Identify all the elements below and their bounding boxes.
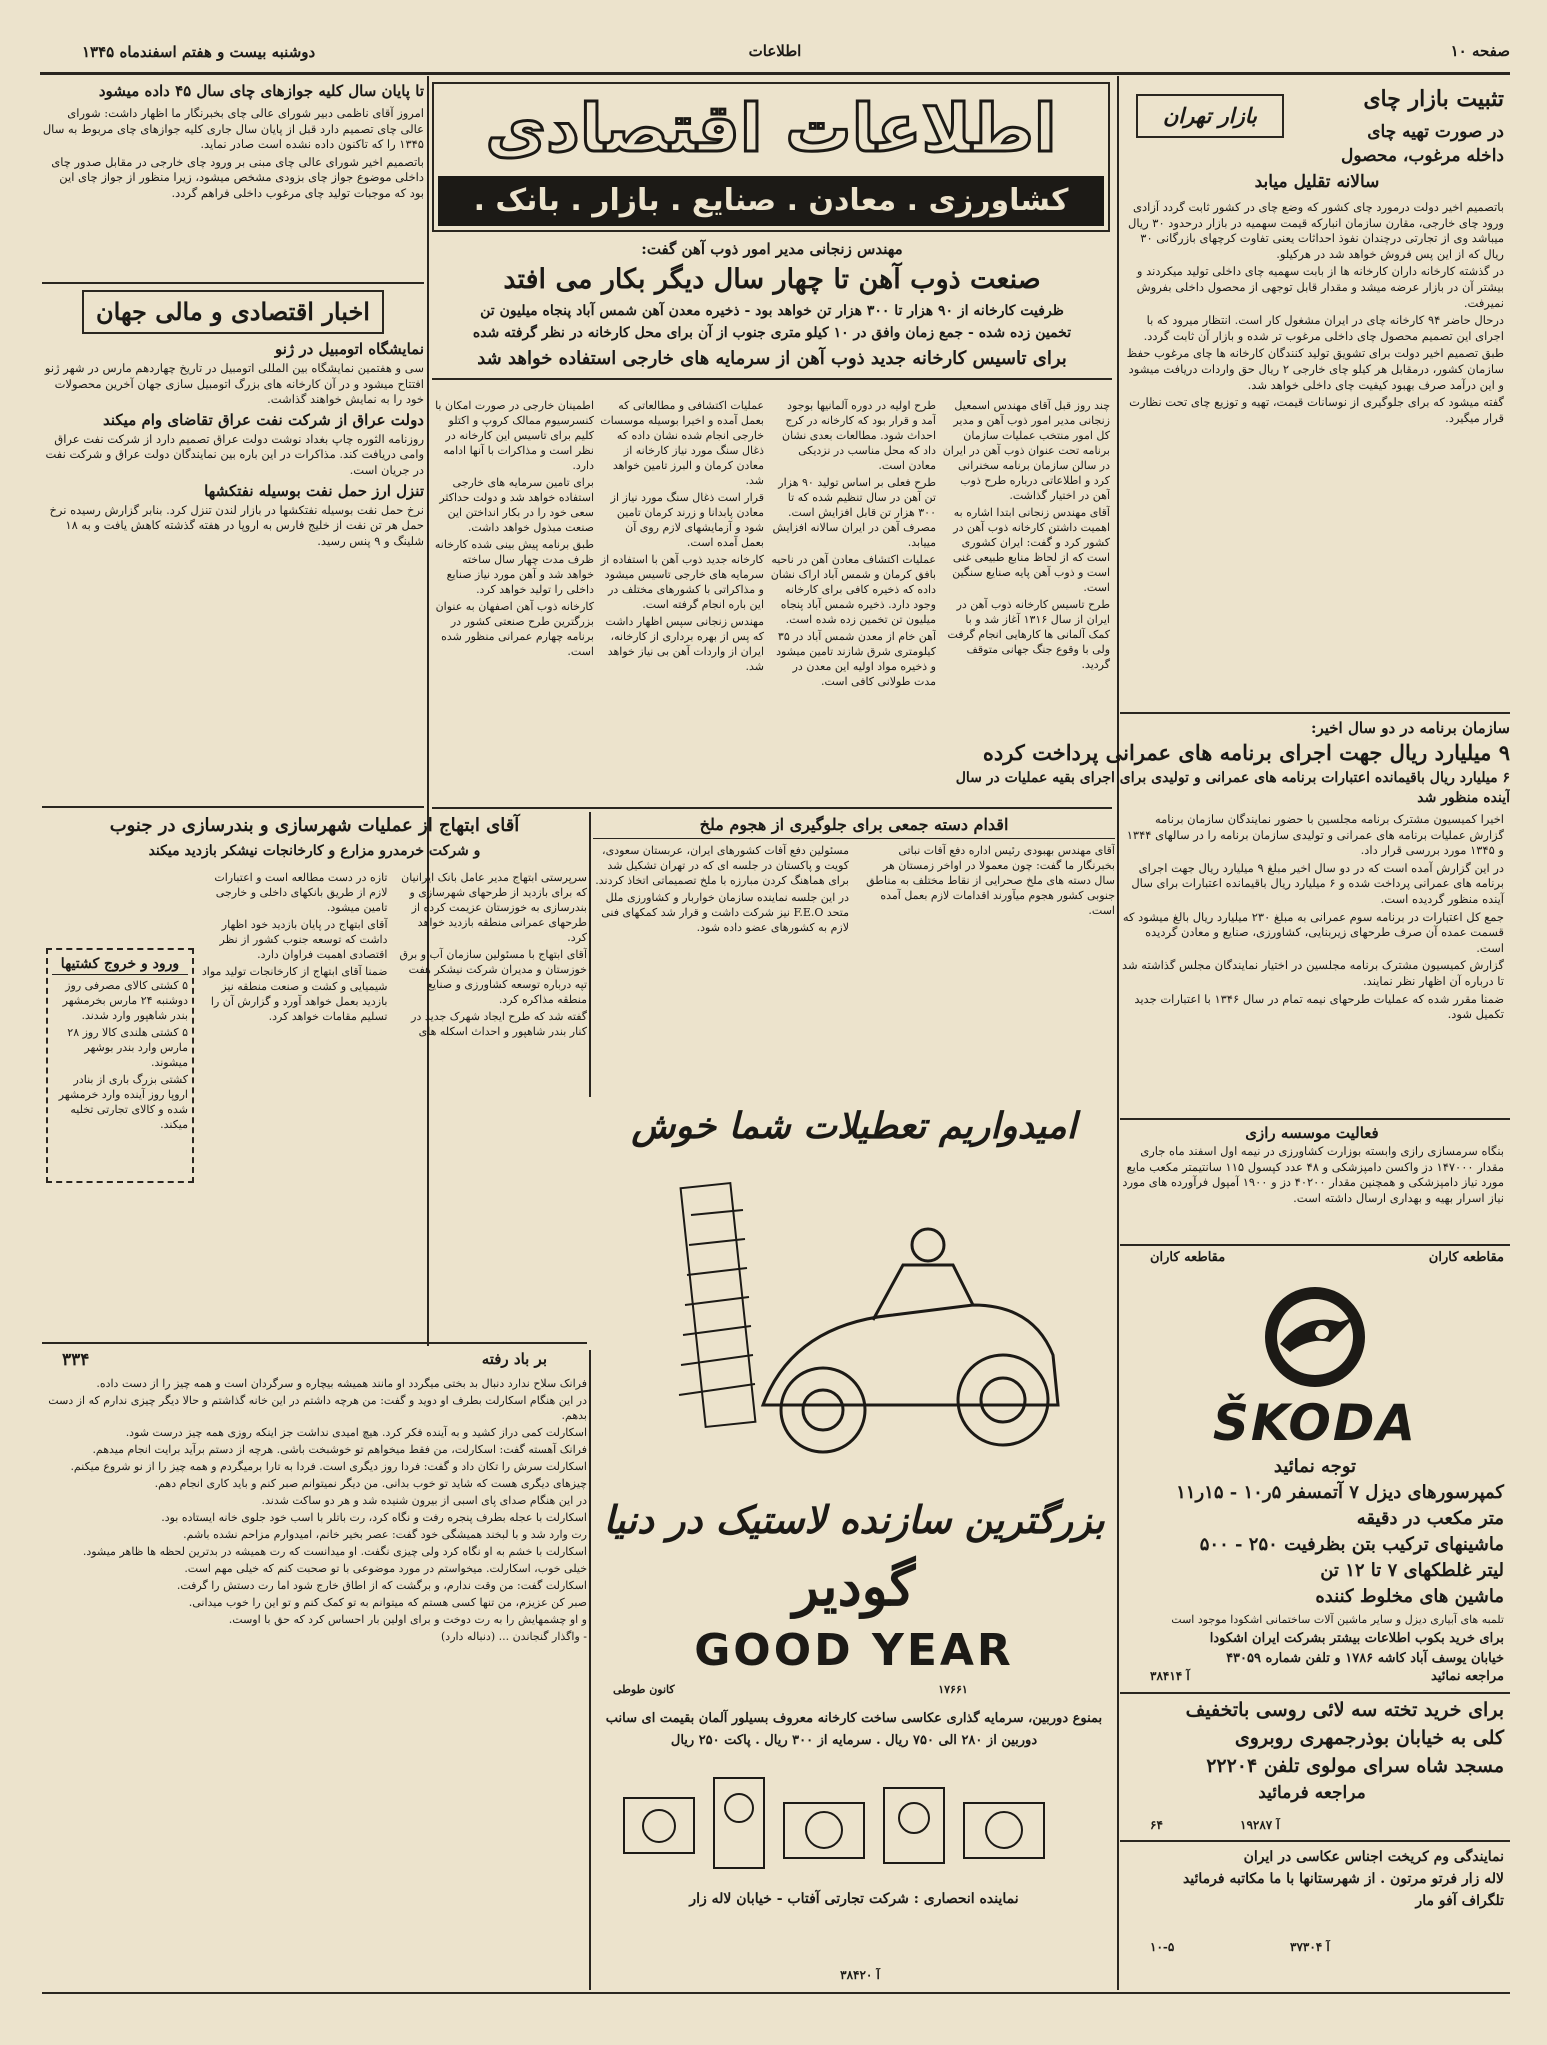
- razi-foundation: [1120, 1122, 1510, 1242]
- steel-col-4: [432, 398, 594, 803]
- shipping-title: ورود و خروج کشتیها: [52, 954, 188, 975]
- col-rule: [42, 806, 424, 808]
- tea-market-headline: تثبیت بازار چای: [1363, 86, 1504, 112]
- col-rule: [1120, 1118, 1510, 1120]
- serial-paragraph: اسکارلت با عجله بطرف پنجره رفت و نگاه کرد، رت باتلر با اسب خود جلوی خانه ایستاده بود.: [161, 1511, 587, 1524]
- south-cities-paragraph: آقای ابتهاج در پایان بازدید خود اظهار داشت که توسعه جنوب کشور از نظر اقتصادی اهمیت فراوان دارد.: [219, 918, 388, 961]
- col-rule: [1120, 712, 1510, 714]
- skoda-line: لیتر غلطکهای ۷ تا ۱۲ تن: [1320, 1560, 1504, 1581]
- skoda-line: ماشینهای ترکیب بتن بظرفیت ۲۵۰ - ۵۰۰: [1199, 1534, 1504, 1555]
- plan-org-kicker: سازمان برنامه در دو سال اخیر:: [1310, 719, 1510, 737]
- skoda-address: خیابان یوسف آباد کاشه ۱۷۸۶ و تلفن شماره ۴۳۰۵۹: [1226, 1651, 1504, 1666]
- col-rule: [1120, 1692, 1510, 1694]
- serial-header: [42, 1350, 587, 1376]
- col-rule: [42, 282, 424, 284]
- agent-code-2: ۱۰-۵: [1150, 1940, 1175, 1954]
- serial-title: بر باد رفته: [481, 1350, 547, 1368]
- plywood-code-2: ۶۴: [1150, 1818, 1163, 1832]
- plan-org-story: [942, 718, 1510, 808]
- shipping-item: ۵ کشتی هلندی کالا روز ۲۸ مارس وارد بندر بوشهر میشوند.: [67, 1026, 188, 1069]
- steel-col-3: [600, 398, 764, 803]
- razi-title: فعالیت موسسه رازی: [1245, 1124, 1379, 1142]
- tea-market-body: [1126, 200, 1504, 700]
- plan-org-paragraph: اخیرا کمیسیون مشترک برنامه مجلسین با حضور نمایندگان سازمان برنامه گزارش عملیات برنامه های عمرانی و تولیدی سازمان برنامه را در سالهای ۱۳۴۴ و ۱۳۴۵ مورد بررسی قرار داد.: [1126, 812, 1504, 858]
- serial-paragraph: اسکارلت سرش را تکان داد و گفت: فردا روز دیگری است. فردا به تارا برمیگردم و همه چیز را از نو شروع میکنم.: [70, 1460, 587, 1473]
- serial-paragraph: اسکارلت گفت: من وقت ندارم، و برگشت که از اطاق خارج شود اما رت دستش را گرفت.: [176, 1579, 587, 1592]
- steel-paragraph: برای تامین سرمایه های خارجی استفاده خواهد شد و دولت حداکثر سعی خود را در بکار انداختن این صنعت مبذول خواهد داشت.: [439, 476, 594, 534]
- locust-story: [593, 812, 1115, 1097]
- plan-org-paragraph: گزارش کمیسیون مشترک برنامه مجلسین در اختیار نمایندگان مجلس گذاشته شد تا درباره آن اظهار نظر نمایند.: [1121, 958, 1504, 988]
- tea-market-subhead-3: سالانه تقلیل میابد: [1254, 172, 1380, 192]
- serial-paragraph: اسکارلت با خشم به او نگاه کرد ولی چیزی نگفت. او میدانست که رت همیشه در بدترین لحظه ها ظاهر میشود.: [82, 1545, 587, 1558]
- col-rule: [1120, 1840, 1510, 1842]
- steel-paragraph: طرح تاسیس کارخانه ذوب آهن در ایران از سال ۱۳۱۶ آغاز شد و با کمک آلمانی ها کارهایی انجام گرفت ولی با وقوع جنگ جهانی متوقف گردید.: [947, 598, 1110, 671]
- steel-paragraph: عملیات اکتشاف معادن آهن در ناحیه بافق کرمان و شمس آباد اراک نشان داده که ذخیره کافی برای کارخانه وجود دارد. ذخیره شمس آباد پنجاه میلیون تن تخمین زده شده است.: [770, 553, 936, 626]
- locust-paragraph: در این جلسه نماینده سازمان خواربار و کشاورزی ملل متحد F.E.O نیز شرکت داشت و قرار شد کمکهای فنی لازم به کشورهای عضو داده شود.: [601, 891, 849, 934]
- plan-org-headline: ۹ میلیارد ریال جهت اجرای برنامه های عمرانی پرداخت کرده: [982, 740, 1510, 765]
- south-cities-paragraph: گفته شد که طرح ایجاد شهرک جدید در کنار بندر شاهپور و احداث اسکله های تازه در دست مطالعه است و اعتبارات لازم از طریق بانکهای داخلی و خارجی تامین میشود.: [214, 871, 587, 1038]
- skoda-footer: [1120, 1669, 1510, 1689]
- steel-paragraph: طبق برنامه پیش بینی شده کارخانه ظرف مدت چهار سال ساخته خواهد شد و آهن مورد نیاز صنایع داخلی را تولید خواهد کرد.: [434, 538, 594, 596]
- serial-paragraph: صبر کن عزیزم، من تنها کسی هستم که میتوانم به تو کمک کنم و تو این را خوب میدانی.: [188, 1596, 587, 1609]
- banner-subtitle: کشاورزی . معادن . صنایع . بازار . بانک .: [438, 176, 1104, 226]
- camera-ad-line-1: بمنوع دوربین، سرمایه گذاری عکاسی ساخت کارخانه معروف بسیلور آلمان بقیمت ای سانب: [605, 1711, 1103, 1726]
- serial-paragraph: خیلی خوب، اسکارلت. میخواستم در مورد موضوعی با تو صحبت کنم که خیلی مهم است.: [184, 1562, 587, 1575]
- skoda-logo: ŠKODA: [1212, 1394, 1418, 1452]
- paper-name: اطلاعات: [748, 42, 802, 60]
- locust-headline: اقدام دسته جمعی برای جلوگیری از هجوم ملخ: [593, 812, 1115, 839]
- world-news-heading: تنزل ارز حمل نفت بوسیله نفتکشها: [204, 481, 424, 500]
- goodyear-ad: [593, 1155, 1115, 1705]
- agent-code: آ ۳۷۳۰۴: [1290, 1940, 1330, 1954]
- steel-paragraph: قرار است ذغال سنگ مورد نیاز از معادن پابدانا و زرند کرمان تامین شود و آزمایشهای لازم روی آن بعمل آمده است.: [610, 491, 764, 549]
- south-cities-paragraph: سرپرستی ابتهاج مدیر عامل بانک ایرانیان که برای بازدید از طرحهای شهرسازی و بندرسازی به خوزستان عزیمت کرده از طرحهای عمرانی منطقه بازدید خواهد کرد.: [401, 871, 587, 944]
- banner-title: اطلاعات اقتصادی: [485, 90, 1057, 167]
- serial-story: [42, 1350, 587, 1990]
- serial-paragraph: و او چشمهایش را به رت دوخت و برای اولین بار احساس کرد که حق با اوست.: [228, 1613, 587, 1626]
- goodyear-logo: GOOD YEAR: [694, 1625, 1014, 1676]
- tehran-market-label: بازار تهران: [1136, 94, 1284, 138]
- plywood-line: کلی به خیابان بوذرجمهری روبروی: [1234, 1727, 1504, 1749]
- col-rule: [1120, 1244, 1510, 1246]
- skoda-line: کمپرسورهای دیزل ۷ آتمسفر ۵ر۱۰ - ۱۵ر۱۱: [1176, 1482, 1504, 1503]
- goodyear-code: ۱۷۶۶۱: [938, 1683, 968, 1696]
- south-cities-body: [200, 870, 587, 1340]
- plywood-line: مسجد شاه سرای مولوی تلفن ۲۲۲۰۴: [1206, 1755, 1504, 1777]
- steel-paragraph: مهندس زنجانی سپس اظهار داشت که پس از بهره برداری از کارخانه، ایران از واردات آهن بی نیاز خواهد شد.: [605, 615, 764, 673]
- tea-brief-headline: تا پایان سال کلیه جوازهای چای سال ۴۵ داده میشود: [98, 82, 424, 100]
- tea-brief-paragraph: باتصمیم اخیر شورای عالی چای مبنی بر ورود چای خارجی در مقابل صدور چای داخلی موضوع جواز چای بزودی مشخص میشود، زیرا منظور از جواز چای این بود که موجبات تولید چای مرغوب داخلی فراهم گردد.: [51, 154, 424, 200]
- steel-paragraph: آهن خام از معدن شمس آباد در ۳۵ کیلومتری شرق شازند تامین میشود و ذخیره مواد اولیه این معدن در مدت طولانی کافی است.: [776, 630, 936, 688]
- tea-brief-paragraph: امروز آقای ناظمی دبیر شورای عالی چای بخبرنگار ما اظهار داشت: شورای عالی چای تصمیم دارد قبل از پایان سال جاری کلیه جوازهای چای مربوط به سال ۱۳۴۵ را که تاکنون داده نشده است صادر نماید.: [42, 106, 424, 152]
- plywood-line: مراجعه فرمائید: [1258, 1783, 1366, 1803]
- serial-number: ۳۳۴: [62, 1350, 90, 1370]
- shipping-item: ۵ کشتی کالای مصرفی روز دوشنبه ۲۴ مارس بخرمشهر بندر شاهپور وارد شدند.: [62, 979, 188, 1022]
- plan-org-deck: ۶ میلیارد ریال باقیمانده اعتبارات برنامه های عمرانی و تولیدی برای اجرای بقیه عملیات در سال آینده منظور شد: [955, 770, 1510, 806]
- col-rule: [589, 1350, 591, 1990]
- page-date: دوشنبه بیست و هفتم اسفندماه ۱۳۴۵: [82, 43, 316, 61]
- skoda-ad: [1120, 1250, 1510, 1690]
- south-cities-paragraph: آقای ابتهاج با مسئولین سازمان آب و برق خوزستان و مدیران شرکت نیشکر هفت تپه درباره توسعه کشاورزی و صنایع منطقه مذاکره کرد.: [399, 948, 587, 1006]
- steel-headline: صنعت ذوب آهن تا چهار سال دیگر بکار می افتد: [503, 264, 1041, 295]
- plan-org-paragraph: جمع کل اعتبارات در برنامه سوم عمرانی به مبلغ ۲۳۰ میلیارد ریال بالغ میشود که قسمت عمده آن صرف طرحهای زیربنایی، کشاورزی، صنایع و معادن گردیده است.: [1122, 909, 1504, 955]
- skoda-label-right: مقاطعه کاران: [1428, 1250, 1504, 1265]
- world-news-text: روزنامه الثوره چاپ بغداد نوشت دولت عراق تصمیم دارد از شرکت نفت عراق وامی دریافت کند. مذاکرات در این باره بین نمایندگان دولت عراق و شرکت نفت در جریان است.: [45, 431, 424, 477]
- col-rule: [42, 1342, 587, 1344]
- world-news-text: نرخ حمل نفت بوسیله نفتکشها در بازار لندن تنزل کرد. بنابر گزارش رسیده نرخ حمل هر تن نفت از خلیج فارس به اروپا در هفته گذشته کاهش یافت و به ۱۸ شلینگ و ۹ پنس رسید.: [49, 502, 424, 548]
- plan-org-paragraph: در این گزارش آمده است که در دو سال اخیر مبلغ ۹ میلیارد ریال جهت اجرای برنامه های عمرانی پرداخت شده و ۶ میلیارد ریال باقیمانده اعتبارات برای سال آینده منظور گردیده است.: [1131, 860, 1504, 906]
- serial-paragraph: چیزهای دیگری هست که شاید تو خوب بدانی. من دیگر نمیتوانم صبر کنم و باید کاری انجام دهم.: [154, 1477, 587, 1490]
- serial-paragraph: در این هنگام اسکارلت بطرف او دوید و گفت: من هرچه داشتم در این خانه گذاشتم و حالا دیگر چیزی ندارم که از دست بدهم.: [48, 1394, 587, 1422]
- agent-ad: [1120, 1846, 1510, 1936]
- car-icon: [763, 1229, 1058, 1452]
- steel-deck-1: ظرفیت کارخانه از ۹۰ هزار تا ۳۰۰ هزار تن خواهد بود - ذخیره معدن آهن شمس آباد پنجاه میلیون تن: [480, 303, 1064, 319]
- razi-text: بنگاه سرمسازی رازی وابسته بوزارت کشاورزی در نیمه اول اسفند ماه جاری مقدار ۱۴۷۰۰۰ دز واکسن دامپزشکی و ۴۸ عدد کپسول ۱۱۵ سانتیمتر مکعب مایع مورد نیاز دامپزشکی و همچنین مقدار ۴۰۲۰۰ دز و ۱۹۰۰ آمپول فرآورده های مورد نیاز اسرار بهیه و بهداری ارسال داشته است.: [1122, 1144, 1504, 1205]
- economic-section-banner: [432, 82, 1110, 232]
- page-label: صفحه ۱۰: [1450, 42, 1510, 60]
- holiday-ad: امیدواریم تعطیلات شما خوش: [631, 1105, 1077, 1147]
- tea-market-paragraph: گفته میشود که برای جلوگیری از نوسانات قیمت، تهیه و توزیع چای تحت نظارت قرار میگیرد.: [1129, 395, 1504, 425]
- locust-paragraph: آقای مهندس بهبودی رئیس اداره دفع آفات نباتی بخبرنگار ما گفت: چون معمولا در اواخر زمستان هر سال دسته های ملخ صحرایی از نقاط مختلف به مناطق جنوبی کشور هجوم میآورند اقدامات لازم بعمل آمده است.: [866, 844, 1115, 917]
- south-cities-intro: [42, 870, 192, 940]
- steel-paragraph: آقای مهندس زنجانی ابتدا اشاره به اهمیت داشتن کارخانه ذوب آهن در کشور کرد و گفت: ایران کشوری است که از لحاظ منابع طبیعی غنی است و ذوب آهن پایه صنایع سنگین است.: [952, 506, 1110, 594]
- plywood-line: برای خرید تخته سه لائی روسی باتخفیف: [1185, 1699, 1504, 1721]
- skoda-cta: مراجعه نمائید: [1430, 1669, 1504, 1684]
- skoda-label-left: مقاطعه کاران: [1150, 1250, 1226, 1265]
- world-news-text: سی و هفتمین نمایشگاه بین المللی اتومبیل در تاریخ چهاردهم مارس در شهر ژنو افتتاح میشود و در آن کارخانه های بزرگ اتومبیل سازی جهان آخرین محصولات خود را به نمایش خواهند گذاشت.: [44, 361, 424, 407]
- skoda-contact: برای خرید بکوب اطلاعات بیشتر بشرکت ایران اشکودا: [1209, 1631, 1504, 1646]
- plywood-code: آ ۱۹۲۸۷: [1240, 1818, 1280, 1832]
- tea-market-subhead-1: در صورت تهیه چای: [1367, 122, 1504, 142]
- steel-paragraph: طرح فعلی بر اساس تولید ۹۰ هزار تن آهن در سال تنظیم شده که تا ۳۰۰ هزار تن قابل افزایش است. مصرف آهن در ایران سالانه افزایش مییابد.: [772, 476, 936, 549]
- tea-market-paragraph: باتصمیم اخیر دولت درمورد چای کشور که وضع چای در کشور ثابت گردد آزادی ورود چای خارجی، مقارن سازمان انبارکه قیمت سهمیه در بازار درحدود ۳۰ ریال میباشد وی از تجارتی درچندان نفوذ احداثات یعنی تفاوت کرچهای بازرگانی ۳۰ ریال که از این پس فروش خواهد شد در هرکیلو.: [1128, 200, 1504, 261]
- world-news-column: [42, 290, 424, 795]
- locust-paragraph: مسئولین دفع آفات کشورهای ایران، عربستان سعودی، کویت و پاکستان در جلسه ای که در تهران تشکیل شد برای هماهنگ کردن مبارزه با ملخ تصمیماتی اتخاذ کردند.: [595, 844, 849, 887]
- steel-paragraph: کارخانه جدید ذوب آهن با استفاده از سرمایه های خارجی تاسیس میشود و مذاکراتی با کشورهای مختلف در این باره انجام گرفته است.: [600, 553, 764, 611]
- plan-org-paragraph: ضمنا مقرر شده که عملیات طرحهای نیمه تمام در سال ۱۳۴۶ با اعتبارات جدید تکمیل شود.: [1134, 991, 1504, 1022]
- camera-ad-line-2: دوربین از ۲۸۰ الی ۷۵۰ ریال . سرمایه از ۳۰۰ ریال . پاکت ۲۵۰ ریال: [670, 1733, 1038, 1748]
- steel-paragraph: اطمینان خارجی در صورت امکان با کنسرسیوم ممالک کروپ و اکتلو کلیم برای تاسیس این کارخانه در نظر است و مذاکرات با آنها ادامه دارد.: [435, 399, 594, 472]
- tea-market-paragraph: در گذشته کارخانه داران کارخانه ها از بابت سهمیه چای داخلی تولید میکردند و بیشتر آن در بازار عرضه میشد و مقدار قابل توجهی از محصول داخلی بفروش نمیرفت.: [1136, 264, 1504, 310]
- skoda-code: آ ۳۸۴۱۴: [1150, 1669, 1190, 1683]
- goodyear-tagline: بزرگترین سازنده لاستیک در دنیا: [603, 1497, 1105, 1542]
- tea-market-subhead-2: داخله مرغوب، محصول: [1341, 146, 1504, 166]
- shipping-box: [46, 948, 194, 1183]
- tea-brief-column: [42, 80, 424, 280]
- skoda-note: تلمبه های آبیاری دیزل و سایر ماشین آلات ساختمانی اشکودا موجود است: [1171, 1613, 1504, 1626]
- locust-body: [593, 843, 1115, 935]
- tea-market-paragraph: طبق تصمیم اخیر دولت برای تشویق تولید کنندگان کارخانه ها چای مرغوب حفظ سازمان کشور، درمقابل هر کیلو چای خارجی ۲ ریال حق واردات دریافت میشود و این درآمد صرف بهبود کیفیت چای داخلی خواهد شد.: [1126, 346, 1504, 392]
- skoda-line: متر مکعب در دقیقه: [1356, 1508, 1504, 1529]
- col-rule: [1117, 1100, 1119, 1990]
- goodyear-note: کانون طوطی: [613, 1683, 675, 1696]
- col-rule: [589, 812, 591, 1097]
- tea-market-paragraph: درحال حاضر ۹۴ کارخانه چای در ایران مشغول کار است. انتظار میرود که با اجرای این تصمیم محصول چای داخلی مرغوب تر شده و بازار آن ثابت گردد.: [1143, 313, 1504, 343]
- steel-deck-2: تخمین زده شده - جمع زمان وافق در ۱۰ کیلو متری جنوب از آن برای محل کارخانه در نظر گرفته شده: [472, 325, 1072, 341]
- serial-paragraph: فرانک سلاح ندارد دنبال بد بختی میگردد او مانند همیشه بیچاره و سرگردان است و همه چیز را از دست داده.: [96, 1377, 587, 1390]
- south-cities-subhead: و شرکت خرمدرو مزارع و کارخانجات نیشکر بازدید میکند: [148, 843, 481, 859]
- camera-ad: [593, 1708, 1115, 1960]
- steel-paragraph: طرح اولیه در دوره آلمانیها بوجود آمد و قرار بود که کارخانه در کرج احداث شود. مطالعات بعدی نشان داد که محل مناسب در نزدیکی معادن است.: [781, 399, 936, 472]
- tehran-market-column: [1120, 80, 1510, 705]
- serial-paragraph: اسکارلت کمی دراز کشید و به آینده فکر کرد. هیچ امیدی نداشت جز اینکه روزی همه چیز درست شود.: [125, 1426, 587, 1439]
- steel-col-2: [770, 398, 936, 803]
- camera-ad-footer: نماینده انحصاری : شرکت تجارتی آفتاب - خیابان لاله زار: [689, 1891, 1019, 1907]
- serial-paragraph: در این هنگام صدای پای اسبی از بیرون شنیده شد و هر دو ساکت شدند.: [261, 1494, 587, 1507]
- skoda-emblem-icon: [1260, 1282, 1370, 1392]
- world-news-heading: نمایشگاه اتومبیل در ژنو: [275, 340, 424, 358]
- south-cities-story: [42, 812, 587, 867]
- south-cities-paragraph: ضمنا آقای ابتهاج از کارخانجات تولید مواد شیمیایی و کشت و صنعت منطقه نیز بازدید بعمل خواهد آورد و گزارش آن را تسلیم مقامات خواهد کرد.: [201, 965, 388, 1023]
- skoda-line: ماشین های مخلوط کننده: [1315, 1586, 1504, 1607]
- car-illustration: [673, 1155, 1073, 1485]
- agent-line: نمایندگی وم کریخت اجناس عکاسی در ایران: [1243, 1849, 1504, 1865]
- steel-deck-3: برای تاسیس کارخانه جدید ذوب آهن از سرمایه های خارجی استفاده خواهد شد: [432, 344, 1112, 380]
- agent-line: لاله زار فرتو مرتون . از شهرستانها با ما مکاتبه فرمائید: [1182, 1871, 1504, 1887]
- camera-icon: [604, 1758, 1104, 1888]
- skoda-attention: توجه نمائید: [1273, 1456, 1357, 1477]
- plywood-ad: [1120, 1696, 1510, 1814]
- agent-line: تلگراف آفو مار: [1415, 1893, 1504, 1909]
- serial-paragraph: - واگذار گنجاندن ... (دنباله دارد): [441, 1630, 587, 1643]
- plan-org-body: [1120, 812, 1510, 1112]
- steel-paragraph: چند روز قبل آقای مهندس اسمعیل زنجانی مدیر امور ذوب آهن و مدیر کل امور منتخب عملیات سازمان برنامه تحت عنوان ذوب آهن در ایران در سالن سازمان برنامه سخنرانی کرد و اطلاعاتی درباره طرح ذوب آهن در اختیار گذاشت.: [942, 399, 1110, 502]
- top-rule: [40, 72, 1510, 75]
- serial-paragraph: رت وارد شد و با لبخند همیشگی خود گفت: عصر بخیر خانم، امیدوارم مزاحم نشده باشم.: [183, 1528, 587, 1541]
- steel-kicker: مهندس زنجانی مدیر امور ذوب آهن گفت:: [641, 240, 903, 258]
- skoda-labels: [1120, 1250, 1510, 1274]
- world-news-title: اخبار اقتصادی و مالی جهان: [82, 290, 384, 334]
- serial-paragraph: فرانک آهسته گفت: اسکارلت، من فقط میخواهم تو خوشبخت باشی. هرچه از دستم برآید برایت انجام میدهم.: [92, 1443, 587, 1456]
- steel-paragraph: عملیات اکتشافی و مطالعاتی که بعمل آمده و اخیرا بوسیله موسسات خارجی انجام شده نشان داده که ذغال سنگ مورد نیاز کارخانه از معادن کرمان و البرز تامین خواهد شد.: [600, 399, 764, 487]
- world-news-heading: دولت عراق از شرکت نفت عراق تقاضای وام میکند: [102, 410, 424, 429]
- goodyear-persian-brand: گودیر: [792, 1554, 916, 1618]
- south-cities-headline: آقای ابتهاج از عملیات شهرسازی و بندرسازی در جنوب: [109, 815, 520, 836]
- bottom-rule: [42, 1992, 1510, 1994]
- shipping-item: کشتی بزرگ باری از بنادر اروپا روز آینده وارد خرمشهر شده و کالای تجارتی تخلیه میکند.: [58, 1073, 188, 1131]
- camera-ad-code: آ ۳۸۴۲۰: [840, 1968, 880, 1982]
- leaning-tower-icon: [679, 1183, 755, 1427]
- steel-paragraph: کارخانه ذوب آهن اصفهان به عنوان بزرگترین طرح صنعتی کشور در برنامه چهارم عمرانی منظور شده است.: [435, 600, 594, 658]
